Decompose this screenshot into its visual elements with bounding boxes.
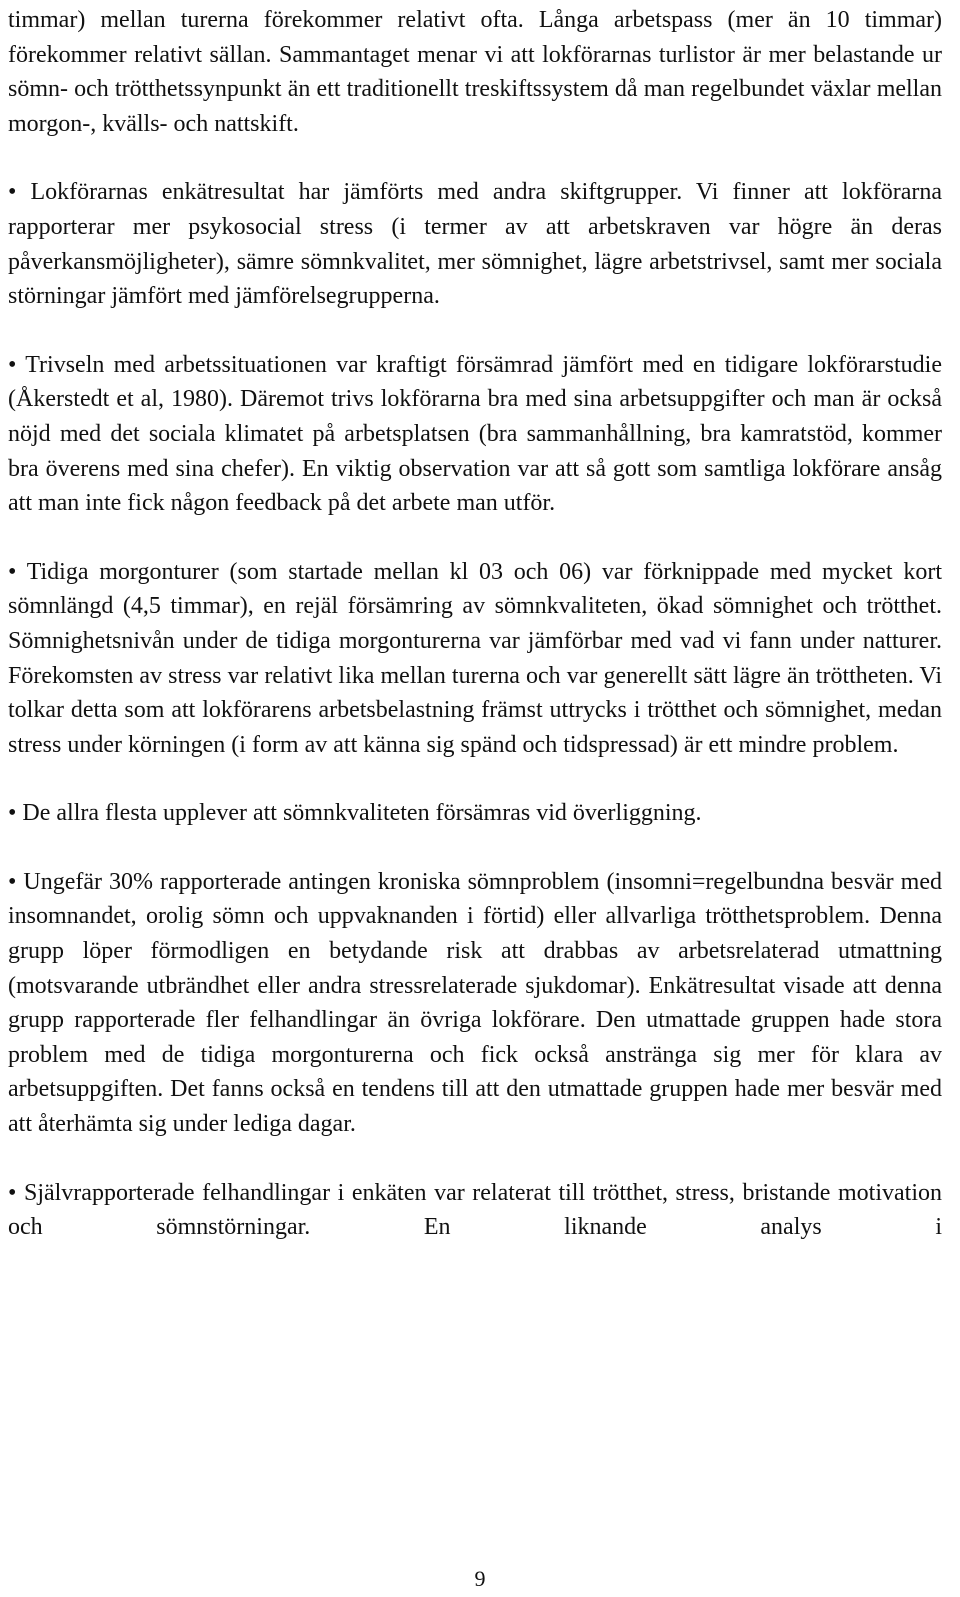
body-text [8, 3, 942, 1245]
bullet-paragraph-overnight-stay: • De allra flesta upplever att sömnkvaliteten försämras vid överliggning. [8, 800, 702, 827]
paragraph-continuation: timmar) mellan turerna förekommer relativt ofta. Långa arbetspass (mer än 10 timmar) förekommer relativt sällan. Sammantaget menar vi att lokförarnas turlistor är mer belastande ur sömn- och trötthetssynpunkt än ett traditionellt treskiftssystem då man regelbundet växlar mellan morgon-, kvälls- och nattskift. [8, 7, 942, 137]
bullet-paragraph-job-satisfaction: • Trivseln med arbetssituationen var kraftigt försämrad jämfört med en tidigare lokförarstudie (Åkerstedt et al, 1980). Däremot trivs lokförarna bra med sina arbetsuppgifter och man är också nöjd med det sociala klimatet på arbetsplatsen (bra sammanhållning, bra kamratstöd, kommer bra överens med sina chefer). En viktig observation var att så gott som samtliga lokförare ansåg att man inte fick någon feedback på det arbete man utför. [8, 351, 942, 517]
bullet-paragraph-comparison: • Lokförarnas enkätresultat har jämförts med andra skiftgrupper. Vi finner att lokförarna rapporterar mer psykosocial stress (i termer av att arbetskraven var högre än deras påverkansmöjligheter), sämre sömnkvalitet, mer sömnighet, lägre arbetstrivsel, samt mer sociala störningar jämfört med jämförelsegrupperna. [8, 179, 942, 310]
bullet-paragraph-sleep-problems: • Ungefär 30% rapporterade antingen kroniska sömnproblem (insomni=regelbundna besvär med insomnandet, orolig sömn och uppvaknanden i förtid) eller allvarliga trötthetsproblem. Denna grupp löper förmodligen en betydande risk att drabbas av arbetsrelaterad utmattning (motsvarande utbrändhet eller andra stressrelaterade sjukdomar). Enkätresultat visade att denna grupp rapporterade fler felhandlingar än övriga lokförare. Den utmattade gruppen hade stora problem med de tidiga morgonturerna och fick också anstränga sig mer för klara av arbetsuppgiften. Det fanns också en tendens till att den utmattade gruppen hade mer besvär med att återhämta sig under lediga dagar. [8, 868, 942, 1138]
page-number: 9 [474, 1566, 486, 1591]
bullet-paragraph-errors: • Självrapporterade felhandlingar i enkäten var relaterat till trötthet, stress, bristande motivation och sömnstörningar. En liknande analys i [8, 1179, 942, 1241]
bullet-paragraph-early-shifts: • Tidiga morgonturer (som startade mellan kl 03 och 06) var förknippade med mycket kort sömnlängd (4,5 timmar), en rejäl försämring av sömnkvaliteten, ökad sömnighet och trötthet. Sömnighetsnivån under de tidiga morgonturerna var jämförbar med vad vi fann under natturer. Förekomsten av stress var relativt lika mellan turerna och var generellt sätt lägre än tröttheten. Vi tolkar detta som att lokförarens arbetsbelastning främst uttrycks i trötthet och sömnighet, medan stress under körningen (i form av att känna sig spänd och tidspressad) är ett mindre problem. [8, 558, 942, 758]
